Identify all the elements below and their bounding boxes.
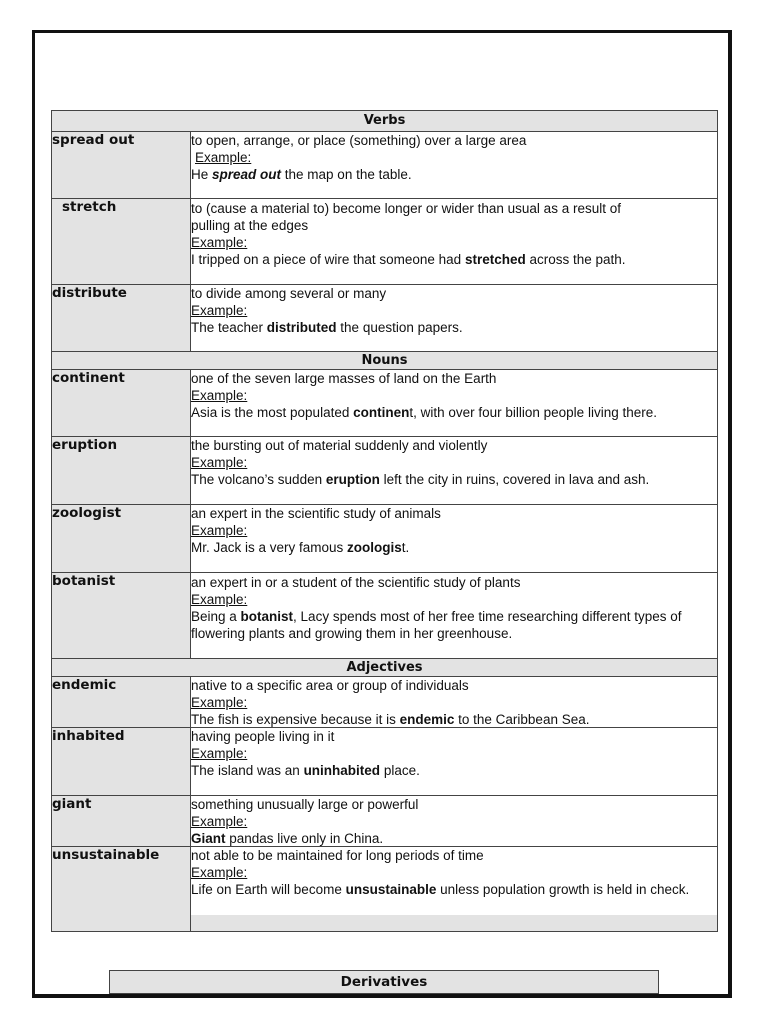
example-keyword: uninhabited bbox=[303, 763, 381, 778]
example-text: He bbox=[191, 167, 213, 182]
definition: not able to be maintained for long periods of time bbox=[191, 848, 484, 863]
derivatives-header: Derivatives bbox=[109, 970, 659, 994]
table-row bbox=[52, 573, 718, 659]
table-row bbox=[52, 728, 718, 796]
example-keyword: distributed bbox=[266, 320, 337, 335]
definition: native to a specific area or group of individuals bbox=[191, 678, 469, 693]
term: continent bbox=[52, 370, 191, 437]
example-label: Example: bbox=[191, 455, 248, 470]
example-sentence bbox=[191, 608, 715, 642]
example-text: Life on Earth will become bbox=[191, 882, 346, 897]
definition: to open, arrange, or place (something) over a large area bbox=[191, 133, 527, 148]
table-row bbox=[52, 437, 718, 505]
term: botanist bbox=[52, 573, 191, 659]
table-row bbox=[52, 199, 718, 285]
example-text: I tripped on a piece of wire that someone had bbox=[191, 252, 465, 267]
example-text: to the Caribbean Sea. bbox=[454, 712, 590, 727]
definition-cell bbox=[191, 728, 718, 796]
definition-cell bbox=[191, 370, 718, 437]
term: spread out bbox=[52, 132, 191, 199]
section-row-nouns bbox=[52, 352, 718, 370]
table-row bbox=[52, 847, 718, 932]
definition: something unusually large or powerful bbox=[191, 797, 419, 812]
table-row bbox=[52, 505, 718, 573]
definition: to divide among several or many bbox=[191, 286, 387, 301]
example-label: Example: bbox=[191, 303, 248, 318]
example-keyword: botanist bbox=[240, 609, 294, 624]
example-label: Example: bbox=[191, 523, 248, 538]
table-row bbox=[52, 285, 718, 352]
example-text: left the city in ruins, covered in lava and ash. bbox=[379, 472, 650, 487]
example-keyword: stretched bbox=[464, 252, 526, 267]
term: eruption bbox=[52, 437, 191, 505]
example-label: Example: bbox=[191, 388, 248, 403]
example-label: Example: bbox=[191, 814, 248, 829]
definition-cell bbox=[191, 285, 718, 352]
example-text: pandas live only in China. bbox=[225, 831, 384, 846]
table-row bbox=[52, 370, 718, 437]
definition-cell bbox=[191, 437, 718, 505]
example-keyword: eruption bbox=[325, 472, 380, 487]
table-row bbox=[52, 132, 718, 199]
example-label: Example: bbox=[195, 150, 252, 165]
example-text: Asia is the most populated bbox=[191, 405, 354, 420]
term: stretch bbox=[52, 199, 191, 285]
example-text: the question papers. bbox=[336, 320, 463, 335]
definition: having people living in it bbox=[191, 729, 335, 744]
definition-cell bbox=[191, 132, 718, 199]
example-label: Example: bbox=[191, 746, 248, 761]
definition: to (cause a material to) become longer or wider than usual as a result of pulling at the edges bbox=[191, 201, 621, 233]
example-text: t, with over four billion people living there. bbox=[409, 405, 657, 420]
example-sentence bbox=[191, 762, 715, 779]
example-sentence bbox=[191, 319, 715, 336]
example-text: , Lacy spends most of her free time researching different types of flowering plants and growing them in her greenhouse. bbox=[191, 609, 682, 641]
example-sentence bbox=[191, 881, 715, 898]
example-text: The volcano’s sudden bbox=[191, 472, 326, 487]
example-text: across the path. bbox=[525, 252, 626, 267]
example-text: The teacher bbox=[191, 320, 267, 335]
example-sentence bbox=[191, 404, 715, 421]
definition-cell bbox=[191, 199, 718, 285]
example-text: Being a bbox=[191, 609, 241, 624]
example-sentence bbox=[191, 471, 715, 488]
example-keyword: spread out bbox=[212, 167, 282, 182]
example-sentence bbox=[191, 166, 715, 183]
definition-cell bbox=[191, 677, 718, 728]
term: zoologist bbox=[52, 505, 191, 573]
example-sentence bbox=[191, 251, 715, 268]
example-label: Example: bbox=[191, 865, 248, 880]
section-row-adjectives bbox=[52, 659, 718, 677]
definition: an expert in or a student of the scientific study of plants bbox=[191, 575, 521, 590]
example-text: the map on the table. bbox=[281, 167, 412, 182]
section-header-nouns: Nouns bbox=[52, 352, 718, 370]
term: inhabited bbox=[52, 728, 191, 796]
example-text: Mr. Jack is a very famous bbox=[191, 540, 348, 555]
example-label: Example: bbox=[191, 695, 248, 710]
example-text: The island was an bbox=[191, 763, 304, 778]
vocabulary-table bbox=[51, 110, 718, 932]
example-keyword: Giant bbox=[191, 831, 226, 846]
example-text: t. bbox=[401, 540, 410, 555]
section-header-verbs: Verbs bbox=[52, 111, 718, 132]
definition-cell bbox=[191, 796, 718, 847]
term: unsustainable bbox=[52, 847, 191, 932]
example-sentence bbox=[191, 539, 715, 556]
term: distribute bbox=[52, 285, 191, 352]
example-text: unless population growth is held in check. bbox=[436, 882, 690, 897]
example-text: The fish is expensive because it is bbox=[191, 712, 400, 727]
term: endemic bbox=[52, 677, 191, 728]
example-keyword: endemic bbox=[399, 712, 455, 727]
definition: one of the seven large masses of land on the Earth bbox=[191, 371, 497, 386]
term: giant bbox=[52, 796, 191, 847]
table-row bbox=[52, 677, 718, 728]
definition: the bursting out of material suddenly and violently bbox=[191, 438, 488, 453]
example-label: Example: bbox=[191, 235, 248, 250]
example-sentence bbox=[191, 711, 715, 728]
example-keyword: continen bbox=[353, 405, 410, 420]
example-label: Example: bbox=[191, 592, 248, 607]
definition-cell bbox=[191, 847, 718, 932]
section-header-adjectives: Adjectives bbox=[52, 659, 718, 677]
table-row bbox=[52, 796, 718, 847]
example-keyword: unsustainable bbox=[345, 882, 437, 897]
definition-cell bbox=[191, 573, 718, 659]
example-keyword: zoologis bbox=[347, 540, 402, 555]
section-row-verbs bbox=[52, 111, 718, 132]
definition: an expert in the scientific study of animals bbox=[191, 506, 441, 521]
example-sentence bbox=[191, 830, 715, 847]
example-text: place. bbox=[380, 763, 420, 778]
definition-cell bbox=[191, 505, 718, 573]
